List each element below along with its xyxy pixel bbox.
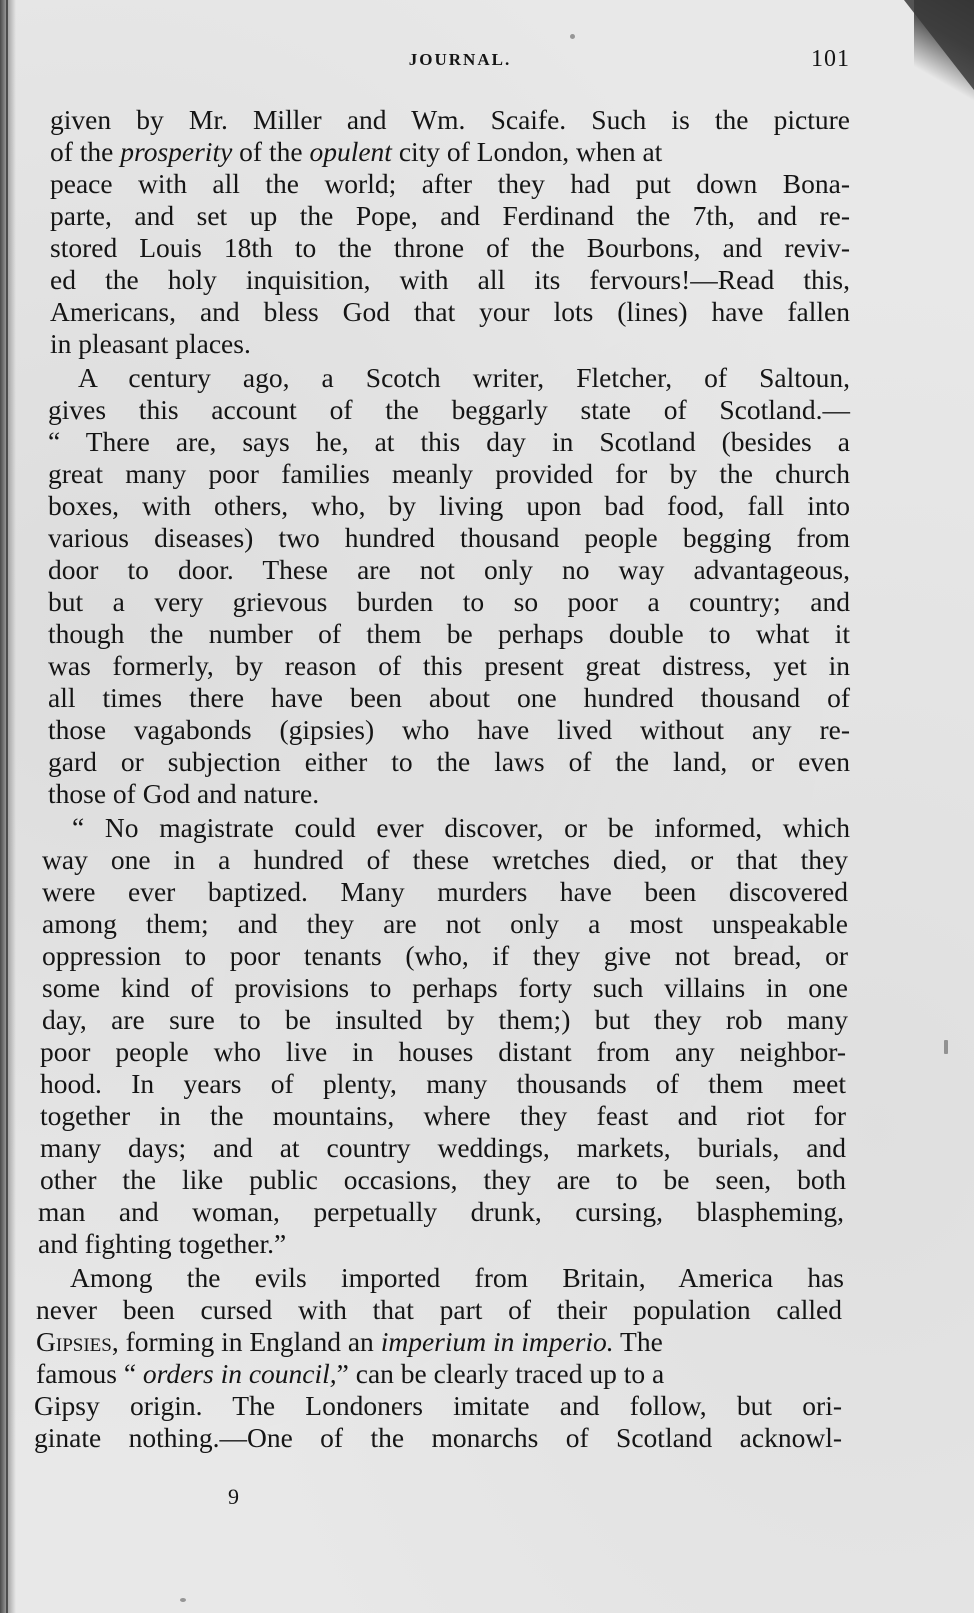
text-line: oppression to poor tenants (who, if they give not bread, or bbox=[42, 940, 848, 971]
text-line: “ There are, says he, at this day in Scotland (besides a bbox=[48, 426, 850, 457]
text-line: but a very grievous burden to so poor a country; and bbox=[48, 586, 850, 617]
running-title: JOURNAL. bbox=[408, 50, 512, 69]
text-line: many days; and at country weddings, markets, burials, and bbox=[40, 1132, 846, 1163]
text-line: all times there have been about one hundred thousand of bbox=[48, 682, 850, 713]
body-text bbox=[0, 104, 974, 1504]
text-line: ed the holy inquisition, with all its fervours!—Read this, bbox=[50, 264, 850, 295]
signature-mark: 9 bbox=[228, 1484, 239, 1509]
text-fragment: famous “ bbox=[36, 1358, 143, 1389]
text-line: given by Mr. Miller and Wm. Scaife. Such is the picture bbox=[50, 104, 850, 135]
text-line: gives this account of the beggarly state of Scotland.— bbox=[48, 394, 850, 425]
text-fragment: The bbox=[613, 1326, 663, 1357]
italic-phrase-orders-in-council: orders in council, bbox=[142, 1358, 337, 1389]
text-line: hood. In years of plenty, many thousands of them meet bbox=[40, 1068, 846, 1099]
text-line: Gipsy origin. The Londoners imitate and follow, but ori- bbox=[34, 1390, 842, 1421]
text-line: boxes, with others, who, by living upon bad food, fall into bbox=[48, 490, 850, 521]
text-line: poor people who live in houses distant from any neighbor- bbox=[40, 1036, 846, 1067]
text-fragment: of the bbox=[50, 136, 121, 167]
text-fragment: of the bbox=[232, 136, 310, 167]
torn-corner bbox=[904, 0, 974, 90]
ink-speck bbox=[180, 1598, 186, 1602]
text-line: those vagabonds (gipsies) who have lived without any re- bbox=[48, 714, 850, 745]
text-line: was formerly, by reason of this present great distress, yet in bbox=[48, 650, 850, 681]
text-line: A century ago, a Scotch writer, Fletcher, of Saltoun, bbox=[78, 362, 850, 393]
ink-speck bbox=[944, 1040, 948, 1054]
text-line: though the number of them be perhaps double to what it bbox=[48, 618, 850, 649]
text-line bbox=[36, 1326, 842, 1358]
small-caps-word-gipsies: ipsies bbox=[55, 1326, 112, 1357]
text-line: man and woman, perpetually drunk, cursing, blaspheming, bbox=[38, 1196, 844, 1227]
text-line: parte, and set up the Pope, and Ferdinand the 7th, and re- bbox=[50, 200, 850, 231]
text-line: door to door. These are not only no way advantageous, bbox=[48, 554, 850, 585]
running-head bbox=[0, 46, 974, 76]
page-number: 101 bbox=[811, 46, 850, 72]
text-line: ginate nothing.—One of the monarchs of Scotland acknowl- bbox=[34, 1422, 842, 1453]
italic-phrase-imperium: imperium in imperio. bbox=[380, 1326, 614, 1357]
text-line bbox=[36, 1358, 842, 1390]
text-line: stored Louis 18th to the throne of the Bourbons, and reviv- bbox=[50, 232, 850, 263]
text-line: various diseases) two hundred thousand people begging from bbox=[48, 522, 850, 553]
text-line: Among the evils imported from Britain, America has bbox=[70, 1262, 844, 1293]
text-line: day, are sure to be insulted by them;) but they rob many bbox=[42, 1004, 848, 1035]
text-line: gard or subjection either to the laws of the land, or even bbox=[48, 746, 850, 777]
text-line: never been cursed with that part of their population called bbox=[36, 1294, 842, 1325]
text-line: “ No magistrate could ever discover, or be informed, which bbox=[72, 812, 850, 843]
text-line: together in the mountains, where they feast and riot for bbox=[40, 1100, 846, 1131]
italic-word-opulent: opulent bbox=[309, 136, 392, 167]
text-fragment: G bbox=[36, 1326, 56, 1357]
italic-word-prosperity: prosperity bbox=[120, 136, 233, 167]
text-line bbox=[50, 136, 850, 168]
text-line: in pleasant places. bbox=[50, 328, 251, 359]
text-line: and fighting together.” bbox=[38, 1228, 287, 1259]
text-line: great many poor families meanly provided for by the church bbox=[48, 458, 850, 489]
text-line: peace with all the world; after they had put down Bona- bbox=[50, 168, 850, 199]
text-line: were ever baptized. Many murders have been discovered bbox=[42, 876, 848, 907]
text-line: some kind of provisions to perhaps forty such villains in one bbox=[42, 972, 848, 1003]
ink-speck bbox=[570, 34, 575, 39]
text-fragment: ” can be clearly traced up to a bbox=[336, 1358, 665, 1389]
text-line: Americans, and bless God that your lots (lines) have fallen bbox=[50, 296, 850, 327]
text-line: those of God and nature. bbox=[48, 778, 320, 809]
text-fragment: city of London, when at bbox=[391, 136, 663, 167]
text-line: among them; and they are not only a most unspeakable bbox=[42, 908, 848, 939]
text-fragment: , forming in England an bbox=[111, 1326, 381, 1357]
text-line: other the like public occasions, they are to be seen, both bbox=[40, 1164, 846, 1195]
text-line: way one in a hundred of these wretches died, or that they bbox=[42, 844, 848, 875]
